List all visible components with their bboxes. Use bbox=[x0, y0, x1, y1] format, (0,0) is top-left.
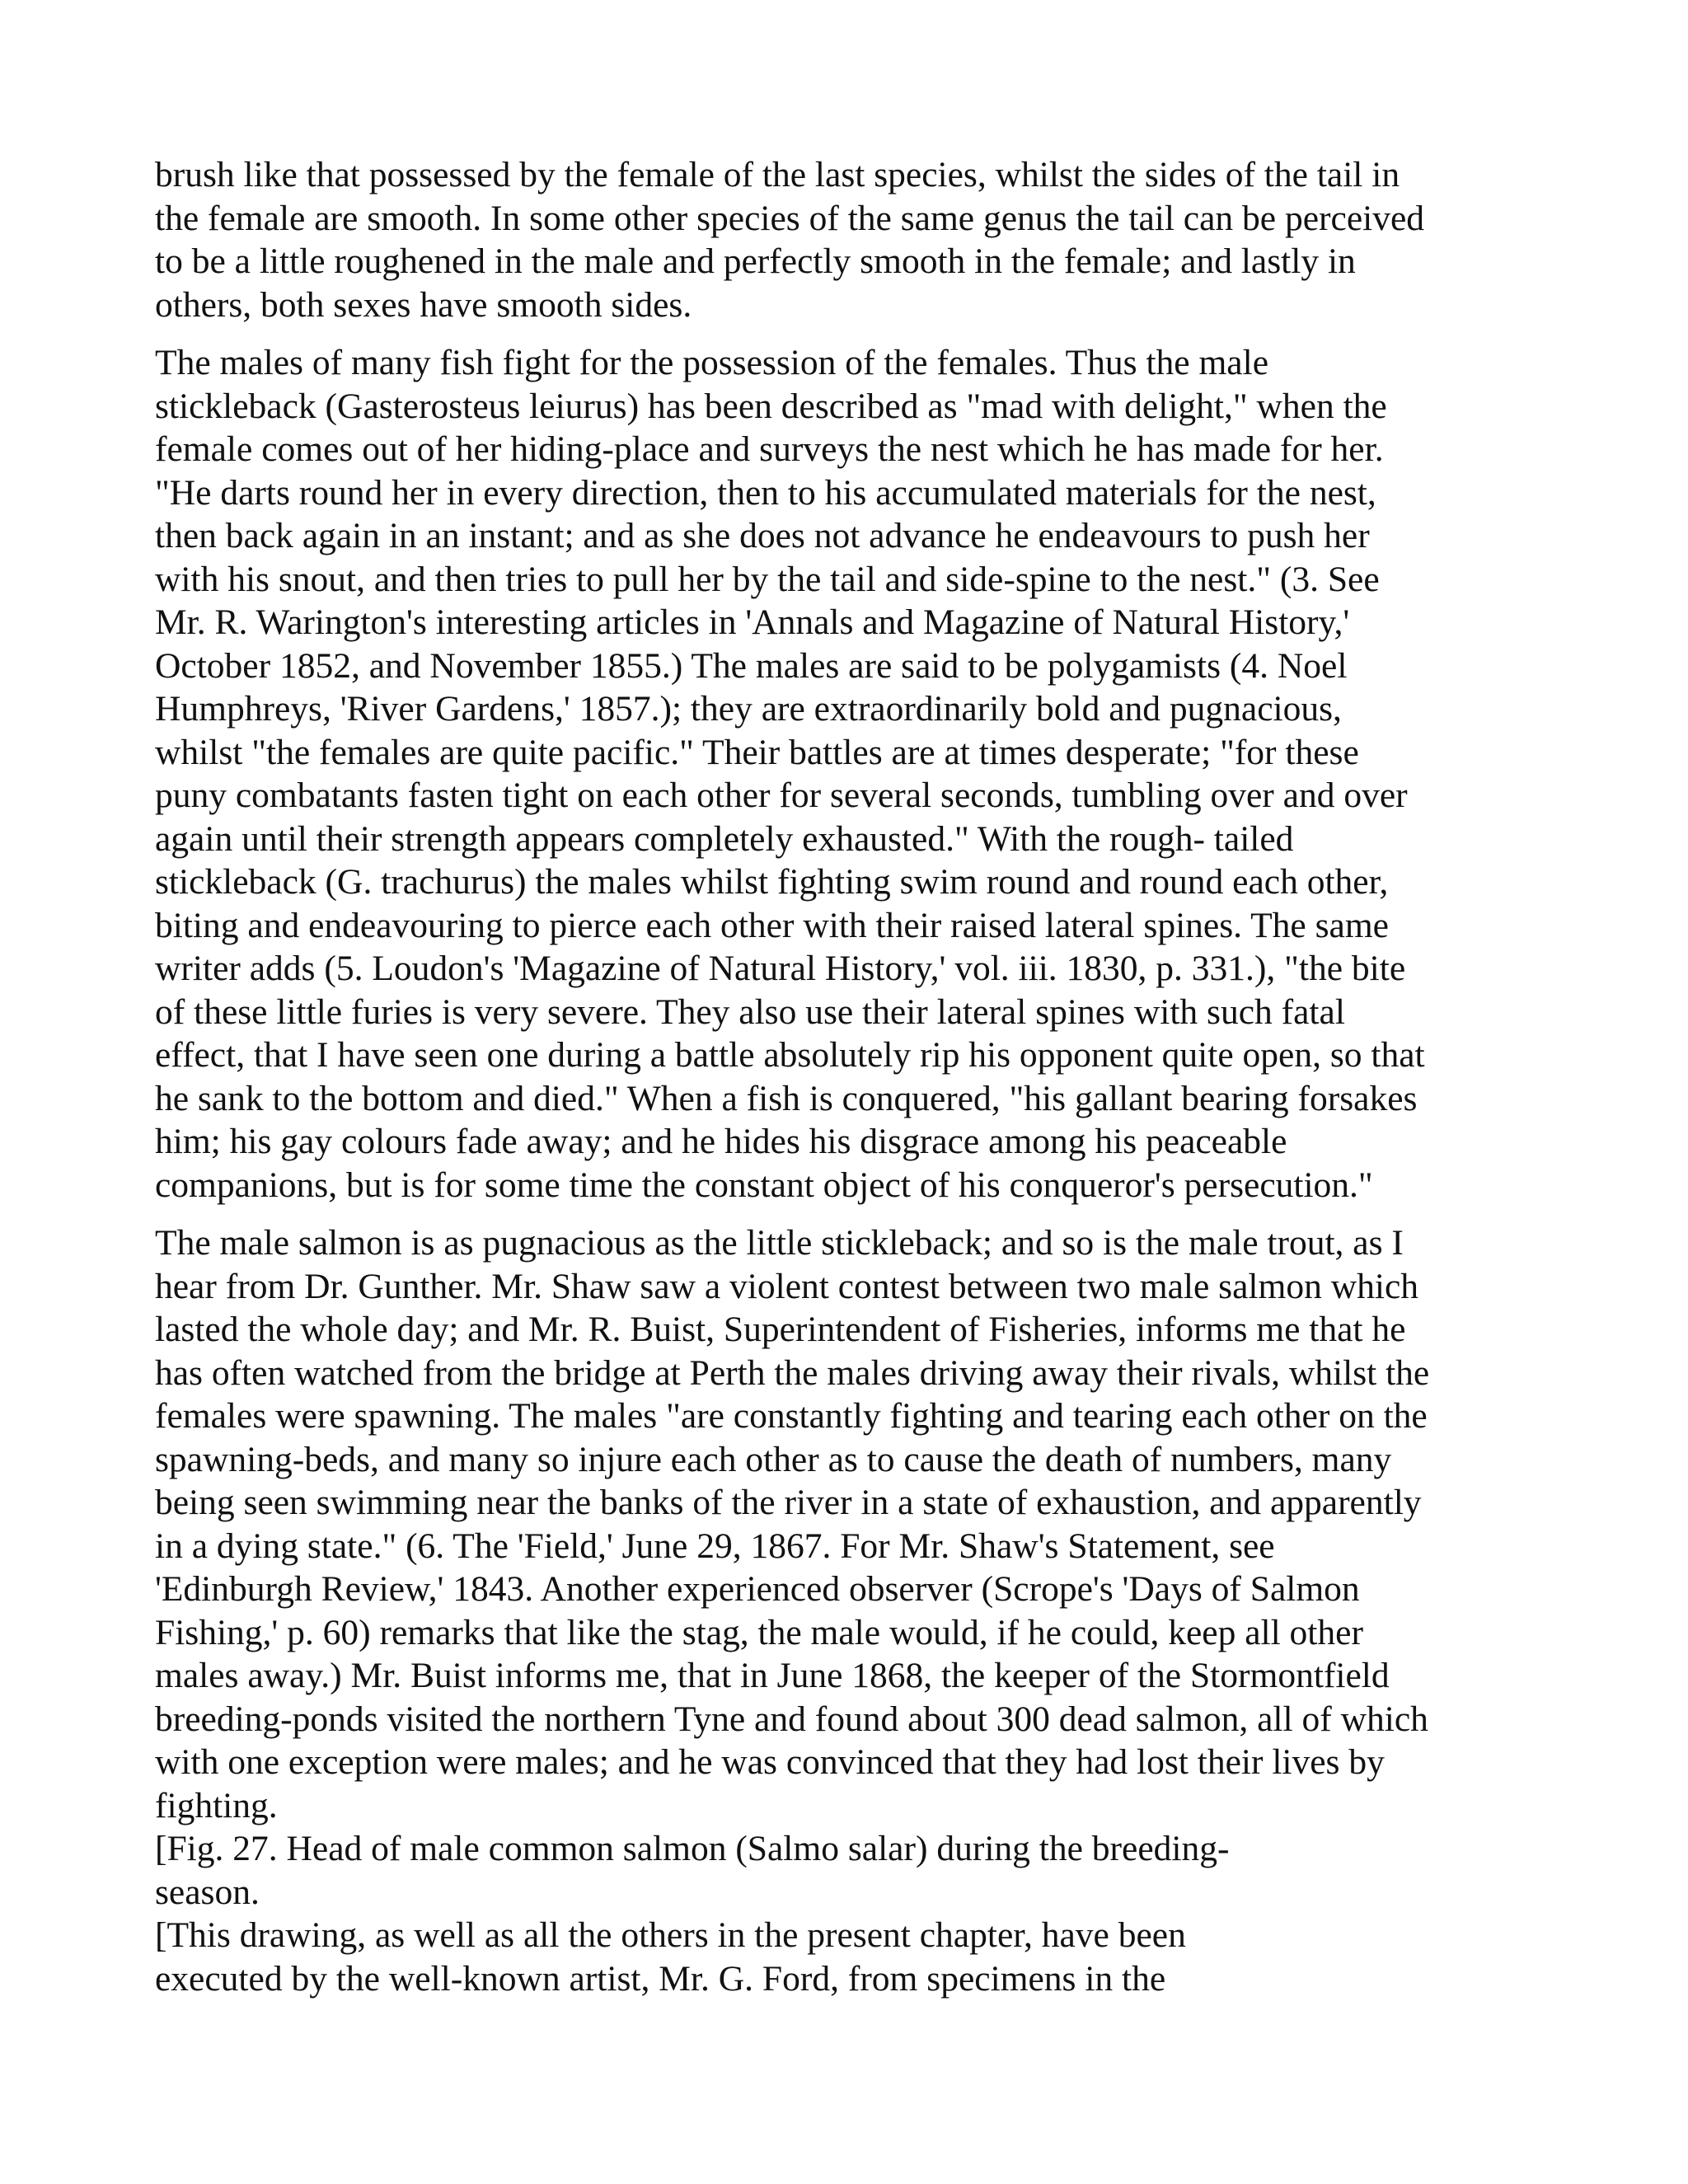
paragraph-gap bbox=[155, 326, 1556, 341]
text-line: effect, that I have seen one during a battle absolutely rip his opponent quite open, so that bbox=[155, 1035, 1425, 1075]
text-line: writer adds (5. Loudon's 'Magazine of Natural History,' vol. iii. 1830, p. 331.), "the bite bbox=[155, 949, 1406, 988]
text-line: females were spawning. The males "are constantly fighting and tearing each other on the bbox=[155, 1396, 1428, 1436]
text-line: stickleback (Gasterosteus leiurus) has been described as "mad with delight," when the bbox=[155, 386, 1387, 426]
text-line: with one exception were males; and he was convinced that they had lost their lives by bbox=[155, 1742, 1385, 1782]
caption-line: [This drawing, as well as all the others in the present chapter, have been bbox=[155, 1915, 1186, 1955]
text-line: The male salmon is as pugnacious as the little stickleback; and so is the male trout, as I bbox=[155, 1223, 1404, 1263]
text-line: has often watched from the bridge at Perth the males driving away their rivals, whilst the bbox=[155, 1352, 1430, 1393]
caption-line: executed by the well-known artist, Mr. G. Ford, from specimens in the bbox=[155, 1958, 1166, 1999]
text-line: fighting. bbox=[155, 1785, 278, 1825]
text-line: October 1852, and November 1855.) The males are said to be polygamists (4. Noel bbox=[155, 645, 1348, 686]
caption-line: season. bbox=[155, 1872, 260, 1912]
text-line: to be a little roughened in the male and perfectly smooth in the female; and lastly in bbox=[155, 241, 1356, 281]
text-line: lasted the whole day; and Mr. R. Buist, Superintendent of Fisheries, informs me that he bbox=[155, 1310, 1406, 1349]
text-line: then back again in an instant; and as she does not advance he endeavours to push her bbox=[155, 516, 1370, 555]
paragraph-gap bbox=[155, 1207, 1556, 1221]
text-line: "He darts round her in every direction, then to his accumulated materials for the nest, bbox=[155, 472, 1376, 513]
text-line: the female are smooth. In some other species of the same genus the tail can be perceived bbox=[155, 198, 1425, 238]
text-line: 'Edinburgh Review,' 1843. Another experienced observer (Scrope's 'Days of Salmon bbox=[155, 1569, 1360, 1609]
text-line: him; his gay colours fade away; and he hides his disgrace among his peaceable bbox=[155, 1122, 1287, 1161]
text-line: males away.) Mr. Buist informs me, that in June 1868, the keeper of the Stormontfield bbox=[155, 1656, 1390, 1695]
text-line: puny combatants fasten tight on each other for several seconds, tumbling over and over bbox=[155, 776, 1408, 815]
document-page bbox=[155, 153, 1556, 2000]
text-line: he sank to the bottom and died." When a fish is conquered, "his gallant bearing forsakes bbox=[155, 1078, 1418, 1118]
paragraph-1 bbox=[155, 153, 1556, 326]
text-line: brush like that possessed by the female of the last species, whilst the sides of the tail in bbox=[155, 155, 1400, 194]
caption-line: [Fig. 27. Head of male common salmon (Salmo salar) during the breeding- bbox=[155, 1829, 1230, 1868]
paragraph-3 bbox=[155, 1221, 1556, 1827]
text-line: Mr. R. Warington's interesting articles in 'Annals and Magazine of Natural History,' bbox=[155, 602, 1350, 642]
paragraph-2 bbox=[155, 341, 1556, 1207]
text-line: female comes out of her hiding-place and surveys the nest which he has made for her. bbox=[155, 429, 1384, 469]
text-line: hear from Dr. Gunther. Mr. Shaw saw a violent contest between two male salmon which bbox=[155, 1266, 1419, 1306]
text-line: spawning-beds, and many so injure each other as to cause the death of numbers, many bbox=[155, 1439, 1392, 1479]
text-line: companions, but is for some time the constant object of his conqueror's persecution." bbox=[155, 1165, 1373, 1205]
text-line: being seen swimming near the banks of the river in a state of exhaustion, and apparently bbox=[155, 1483, 1422, 1522]
text-line: in a dying state." (6. The 'Field,' June 29, 1867. For Mr. Shaw's Statement, see bbox=[155, 1526, 1275, 1566]
text-line: of these little furies is very severe. They also use their lateral spines with such fatal bbox=[155, 991, 1345, 1032]
text-line: Humphreys, 'River Gardens,' 1857.); they are extraordinarily bold and pugnacious, bbox=[155, 689, 1342, 729]
text-line: Fishing,' p. 60) remarks that like the stag, the male would, if he could, keep all other bbox=[155, 1612, 1363, 1652]
text-line: with his snout, and then tries to pull her by the tail and side-spine to the nest." (3. See bbox=[155, 559, 1380, 599]
figure-caption bbox=[155, 1827, 1556, 2000]
text-line: stickleback (G. trachurus) the males whilst fighting swim round and round each other, bbox=[155, 862, 1389, 902]
text-line: breeding-ponds visited the northern Tyne and found about 300 dead salmon, all of which bbox=[155, 1699, 1428, 1739]
text-line: again until their strength appears completely exhausted." With the rough- tailed bbox=[155, 818, 1294, 859]
text-line: others, both sexes have smooth sides. bbox=[155, 284, 692, 325]
text-line: biting and endeavouring to pierce each other with their raised lateral spines. The same bbox=[155, 905, 1389, 945]
text-line: The males of many fish fight for the possession of the females. Thus the male bbox=[155, 343, 1269, 382]
text-line: whilst "the females are quite pacific." Their battles are at times desperate; "for these bbox=[155, 732, 1359, 772]
